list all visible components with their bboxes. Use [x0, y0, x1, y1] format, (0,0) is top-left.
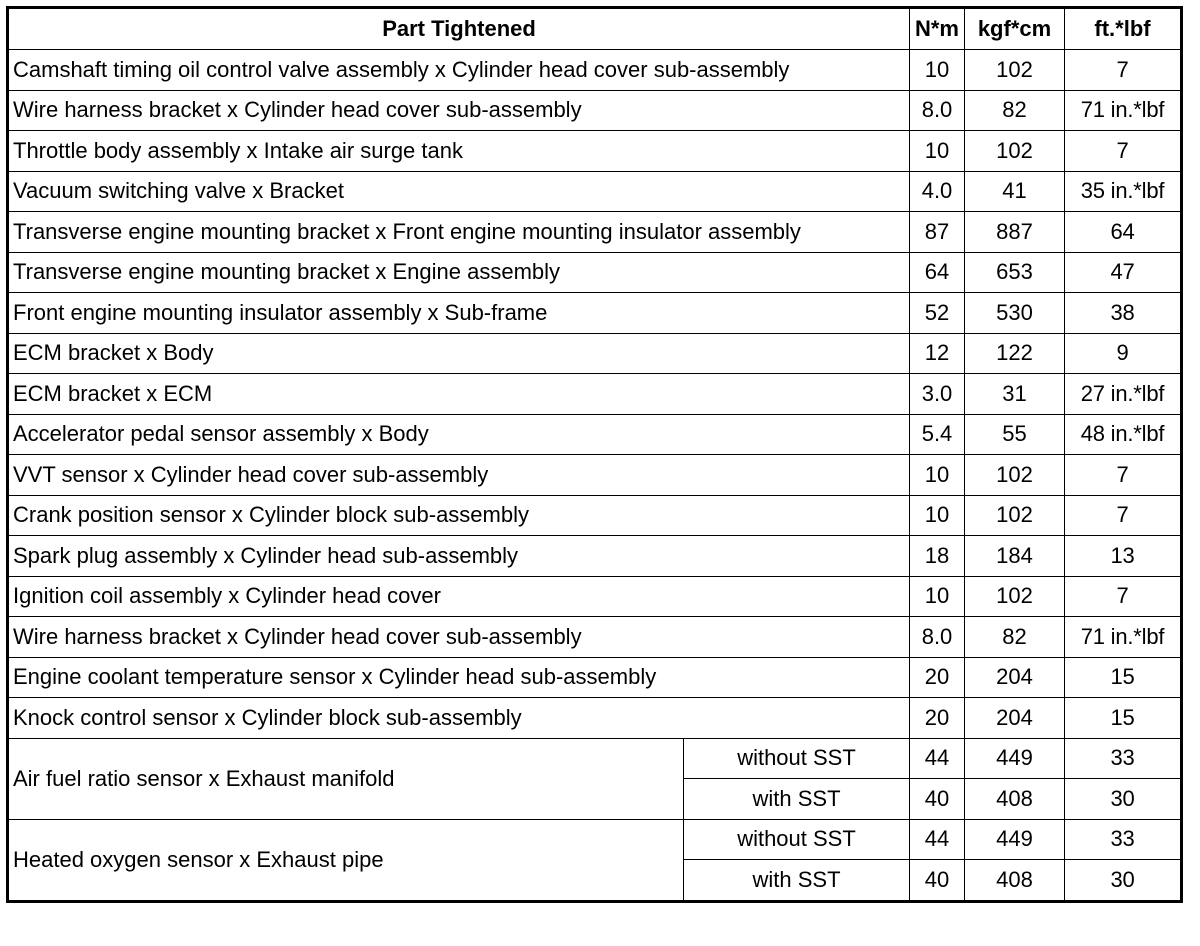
- condition-cell: without SST: [684, 738, 910, 779]
- kgf-cell: 82: [965, 617, 1065, 658]
- nm-cell: 10: [910, 495, 965, 536]
- table-row: [8, 252, 1182, 293]
- kgf-cell: 449: [965, 819, 1065, 860]
- condition-cell: without SST: [684, 819, 910, 860]
- nm-cell: 10: [910, 576, 965, 617]
- ft-cell: 64: [1065, 212, 1182, 253]
- nm-cell: 87: [910, 212, 965, 253]
- kgf-cell: 102: [965, 50, 1065, 91]
- ft-cell: 7: [1065, 50, 1182, 91]
- kgf-cell: 102: [965, 495, 1065, 536]
- part-cell: VVT sensor x Cylinder head cover sub-assembly: [8, 455, 910, 496]
- ft-cell: 33: [1065, 819, 1182, 860]
- header-part-tightened: Part Tightened: [8, 8, 910, 50]
- part-cell: Transverse engine mounting bracket x Engine assembly: [8, 252, 910, 293]
- table-row: [8, 738, 1182, 779]
- part-cell: ECM bracket x Body: [8, 333, 910, 374]
- kgf-cell: 31: [965, 374, 1065, 415]
- nm-cell: 20: [910, 657, 965, 698]
- table-row: [8, 212, 1182, 253]
- nm-cell: 4.0: [910, 171, 965, 212]
- ft-cell: 15: [1065, 657, 1182, 698]
- kgf-cell: 204: [965, 698, 1065, 739]
- part-cell: Engine coolant temperature sensor x Cylinder head sub-assembly: [8, 657, 910, 698]
- nm-cell: 44: [910, 819, 965, 860]
- nm-cell: 3.0: [910, 374, 965, 415]
- nm-cell: 8.0: [910, 90, 965, 131]
- part-cell: Front engine mounting insulator assembly x Sub-frame: [8, 293, 910, 334]
- table-row: [8, 576, 1182, 617]
- part-cell: Knock control sensor x Cylinder block sub-assembly: [8, 698, 910, 739]
- kgf-cell: 184: [965, 536, 1065, 577]
- ft-cell: 33: [1065, 738, 1182, 779]
- kgf-cell: 204: [965, 657, 1065, 698]
- ft-cell: 71 in.*lbf: [1065, 90, 1182, 131]
- ft-cell: 15: [1065, 698, 1182, 739]
- kgf-cell: 530: [965, 293, 1065, 334]
- ft-cell: 27 in.*lbf: [1065, 374, 1182, 415]
- kgf-cell: 408: [965, 860, 1065, 902]
- kgf-cell: 82: [965, 90, 1065, 131]
- nm-cell: 52: [910, 293, 965, 334]
- kgf-cell: 408: [965, 779, 1065, 820]
- condition-cell: with SST: [684, 779, 910, 820]
- kgf-cell: 102: [965, 576, 1065, 617]
- ft-cell: 7: [1065, 576, 1182, 617]
- kgf-cell: 653: [965, 252, 1065, 293]
- nm-cell: 18: [910, 536, 965, 577]
- torque-specification-table: [6, 6, 1183, 903]
- nm-cell: 10: [910, 50, 965, 91]
- table-row: [8, 293, 1182, 334]
- table-row: [8, 698, 1182, 739]
- header-row: [8, 8, 1182, 50]
- nm-cell: 5.4: [910, 414, 965, 455]
- nm-cell: 20: [910, 698, 965, 739]
- table-row: [8, 455, 1182, 496]
- part-cell: Spark plug assembly x Cylinder head sub-assembly: [8, 536, 910, 577]
- table-row: [8, 495, 1182, 536]
- ft-cell: 35 in.*lbf: [1065, 171, 1182, 212]
- ft-cell: 47: [1065, 252, 1182, 293]
- ft-cell: 38: [1065, 293, 1182, 334]
- nm-cell: 44: [910, 738, 965, 779]
- part-cell: Air fuel ratio sensor x Exhaust manifold: [8, 738, 684, 819]
- condition-cell: with SST: [684, 860, 910, 902]
- part-cell: Camshaft timing oil control valve assembly x Cylinder head cover sub-assembly: [8, 50, 910, 91]
- ft-cell: 7: [1065, 131, 1182, 172]
- ft-cell: 30: [1065, 860, 1182, 902]
- kgf-cell: 41: [965, 171, 1065, 212]
- ft-cell: 71 in.*lbf: [1065, 617, 1182, 658]
- ft-cell: 30: [1065, 779, 1182, 820]
- ft-cell: 13: [1065, 536, 1182, 577]
- nm-cell: 40: [910, 779, 965, 820]
- nm-cell: 8.0: [910, 617, 965, 658]
- header-ft-lbf: ft.*lbf: [1065, 8, 1182, 50]
- kgf-cell: 102: [965, 131, 1065, 172]
- table-row: [8, 171, 1182, 212]
- header-nm: N*m: [910, 8, 965, 50]
- part-cell: Throttle body assembly x Intake air surge tank: [8, 131, 910, 172]
- part-cell: Vacuum switching valve x Bracket: [8, 171, 910, 212]
- part-cell: Ignition coil assembly x Cylinder head cover: [8, 576, 910, 617]
- kgf-cell: 102: [965, 455, 1065, 496]
- kgf-cell: 887: [965, 212, 1065, 253]
- table-row: [8, 131, 1182, 172]
- header-kgf-cm: kgf*cm: [965, 8, 1065, 50]
- table-row: [8, 536, 1182, 577]
- nm-cell: 64: [910, 252, 965, 293]
- part-cell: Accelerator pedal sensor assembly x Body: [8, 414, 910, 455]
- table-row: [8, 617, 1182, 658]
- part-cell: Transverse engine mounting bracket x Front engine mounting insulator assembly: [8, 212, 910, 253]
- ft-cell: 7: [1065, 455, 1182, 496]
- part-cell: Wire harness bracket x Cylinder head cover sub-assembly: [8, 90, 910, 131]
- table-row: [8, 50, 1182, 91]
- ft-cell: 48 in.*lbf: [1065, 414, 1182, 455]
- table-row: [8, 414, 1182, 455]
- kgf-cell: 449: [965, 738, 1065, 779]
- table-row: [8, 90, 1182, 131]
- nm-cell: 10: [910, 131, 965, 172]
- ft-cell: 9: [1065, 333, 1182, 374]
- nm-cell: 10: [910, 455, 965, 496]
- ft-cell: 7: [1065, 495, 1182, 536]
- part-cell: Wire harness bracket x Cylinder head cover sub-assembly: [8, 617, 910, 658]
- kgf-cell: 55: [965, 414, 1065, 455]
- table-row: [8, 657, 1182, 698]
- nm-cell: 40: [910, 860, 965, 902]
- nm-cell: 12: [910, 333, 965, 374]
- table-row: [8, 374, 1182, 415]
- part-cell: ECM bracket x ECM: [8, 374, 910, 415]
- part-cell: Heated oxygen sensor x Exhaust pipe: [8, 819, 684, 901]
- table-row: [8, 819, 1182, 860]
- kgf-cell: 122: [965, 333, 1065, 374]
- part-cell: Crank position sensor x Cylinder block sub-assembly: [8, 495, 910, 536]
- table-row: [8, 333, 1182, 374]
